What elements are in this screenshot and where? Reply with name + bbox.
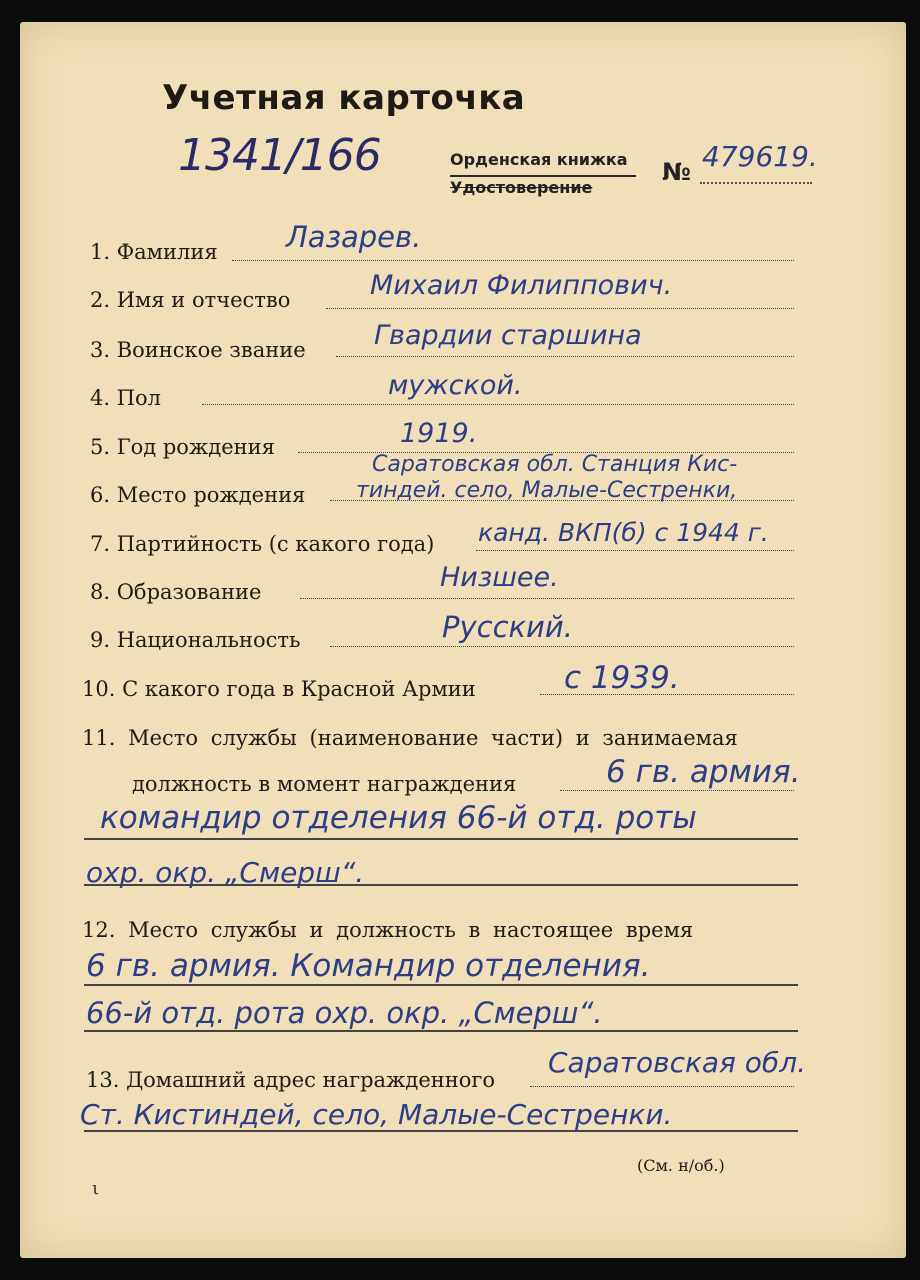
- award-book-label: Орденская книжка: [450, 150, 628, 169]
- number-line: [700, 182, 812, 184]
- field-line: [336, 356, 794, 357]
- field-value-current-service-line2: 66-й отд. рота охр. окр. „Смерш“.: [86, 996, 603, 1030]
- field-label-birth-year: 5. Год рождения: [90, 435, 275, 459]
- field-line: [232, 260, 794, 261]
- field-value-birthplace-line2: тиндей. село, Малые-Сестренки,: [356, 478, 738, 503]
- field-line: [560, 790, 794, 791]
- field-value-rank: Гвардии старшина: [374, 320, 642, 351]
- field-label-sex: 4. Пол: [90, 386, 162, 410]
- corner-mark: ι: [92, 1178, 100, 1199]
- field-value-sex: мужской.: [388, 370, 523, 401]
- number-sign: №: [662, 158, 691, 186]
- field-value-home-address-line2: Ст. Кистиндей, село, Малые-Сестренки.: [80, 1098, 673, 1131]
- field-label-nationality: 9. Национальность: [90, 628, 301, 652]
- field-label-current-service: 12. Место службы и должность в настоящее время: [82, 918, 694, 942]
- field-label-home-address: 13. Домашний адрес награжденного: [86, 1068, 496, 1092]
- field-value-surname: Лазарев.: [286, 220, 422, 254]
- field-value-home-address-line1: Саратовская обл.: [548, 1046, 806, 1079]
- field-value-nationality: Русский.: [442, 610, 573, 644]
- field-value-party: канд. ВКП(б) с 1944 г.: [478, 518, 769, 547]
- field-label-service-line1: 11. Место службы (наименование части) и занимаемая: [82, 726, 738, 750]
- field-line: [84, 984, 798, 986]
- field-line: [202, 404, 794, 405]
- card-title: Учетная карточка: [162, 78, 526, 118]
- field-label-service-line2: должность в момент награждения: [132, 772, 517, 796]
- field-label-education: 8. Образование: [90, 580, 262, 604]
- field-label-party: 7. Партийность (с какого года): [90, 532, 435, 556]
- field-value-birthplace-line1: Саратовская обл. Станция Кис-: [372, 452, 738, 477]
- field-label-name: 2. Имя и отчество: [90, 288, 291, 312]
- award-book-number: 479619.: [702, 140, 818, 173]
- field-label-army-since: 10. С какого года в Красной Армии: [82, 677, 476, 701]
- field-value-service-line3: охр. окр. „Смерш“.: [86, 856, 365, 889]
- divider: [450, 175, 636, 177]
- field-value-birth-year: 1919.: [400, 418, 478, 449]
- field-value-service-line2: командир отделения 66-й отд. роты: [100, 800, 697, 836]
- field-line: [530, 1086, 794, 1087]
- field-line: [84, 838, 798, 840]
- field-label-surname: 1. Фамилия: [90, 240, 218, 264]
- field-value-service-line1: 6 гв. армия.: [606, 754, 801, 790]
- see-reverse-note: (См. н/об.): [637, 1156, 725, 1175]
- field-line: [300, 598, 794, 599]
- field-line: [84, 1030, 798, 1032]
- field-value-name: Михаил Филиппович.: [370, 270, 673, 301]
- certificate-label-struck: Удостоверение: [450, 178, 593, 197]
- field-value-current-service-line1: 6 гв. армия. Командир отделения.: [86, 948, 651, 984]
- field-line: [326, 308, 794, 309]
- field-label-rank: 3. Воинское звание: [90, 338, 306, 362]
- field-label-birthplace: 6. Место рождения: [90, 483, 306, 507]
- field-line: [330, 646, 794, 647]
- field-value-education: Низшее.: [440, 562, 559, 593]
- field-line: [476, 550, 794, 551]
- field-value-army-since: с 1939.: [564, 660, 680, 696]
- registry-reference: 1341/166: [178, 130, 381, 181]
